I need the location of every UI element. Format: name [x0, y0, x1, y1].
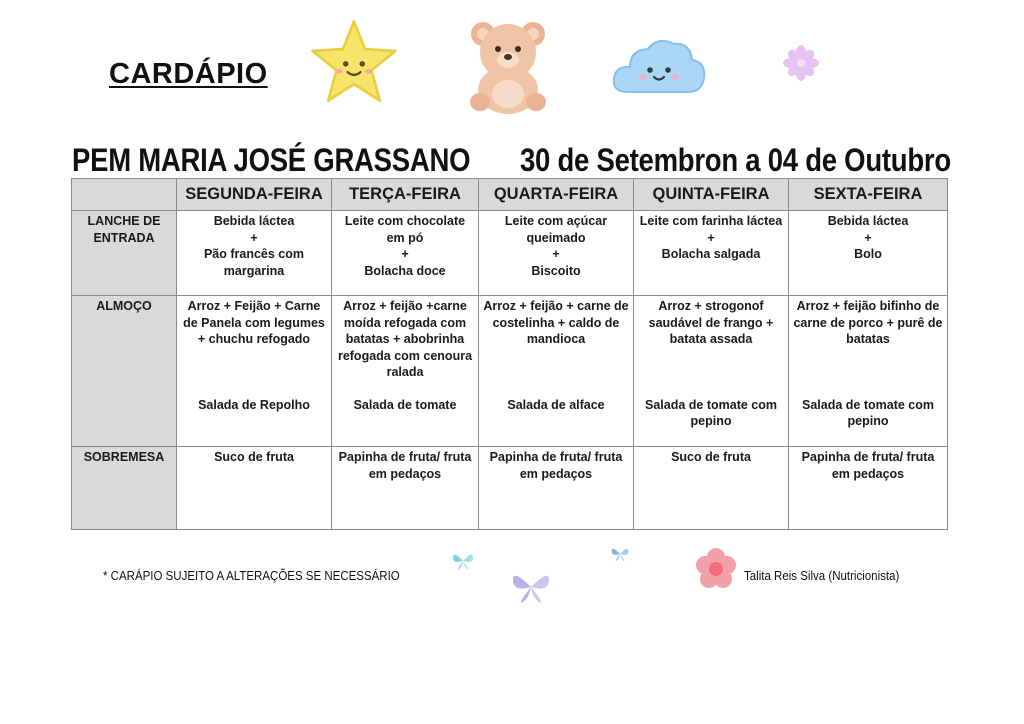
menu-period: 30 de Setembron a 04 de Outubro — [520, 142, 951, 178]
salad-thursday-line2: pepino — [690, 414, 732, 428]
table-row-almoco — [72, 296, 948, 447]
salad-friday-line2: pepino — [847, 414, 889, 428]
almoco-cell-wednesday: Arroz + feijão + carne de costelinha + caldo de mandioca Salada de alface — [479, 296, 634, 447]
almoco-cell-thursday: Arroz + strogonof saudável de frango + batata assada Salada de tomate com pepino — [634, 296, 789, 447]
school-name: PEM MARIA JOSÉ GRASSANO — [72, 142, 471, 178]
page-title: CARDÁPIO — [109, 58, 268, 90]
sobremesa-cell-wednesday: Papinha de fruta/ fruta em pedaços — [479, 447, 634, 530]
salad-thursday-line1: Salada de tomate com — [645, 397, 777, 412]
almoco-cell-friday: Arroz + feijão bifinho de carne de porco + purê de batatas Salada de tomate com pepino — [789, 296, 948, 447]
lanche-cell-monday: Bebida láctea + Pão francês com margarina — [177, 211, 332, 296]
table-corner-cell — [72, 179, 177, 211]
almoco-cell-monday: Arroz + Feijão + Carne de Panela com legumes + chuchu refogado Salada de Repolho — [177, 296, 332, 447]
flower-icon — [783, 45, 819, 81]
salad-tuesday: Salada de tomate — [353, 397, 457, 412]
lanche-cell-thursday: Leite com farinha láctea + Bolacha salgada — [634, 211, 789, 296]
day-header-friday: SEXTA-FEIRA — [789, 179, 948, 211]
salad-monday: Salada de Repolho — [198, 397, 310, 412]
nutritionist-signature: Talita Reis Silva (Nutricionista) — [744, 569, 900, 583]
lanche-cell-wednesday: Leite com açúcar queimado + Biscoito — [479, 211, 634, 296]
teddy-bear-icon — [458, 14, 558, 116]
sobremesa-cell-friday: Papinha de fruta/ fruta em pedaços — [789, 447, 948, 530]
sobremesa-cell-thursday: Suco de fruta — [634, 447, 789, 530]
table-header-row — [72, 179, 948, 211]
row-label-sobremesa: SOBREMESA — [72, 447, 177, 530]
salad-friday-line1: Salada de tomate com — [802, 397, 934, 412]
butterfly-icon — [609, 544, 631, 564]
day-header-monday: SEGUNDA-FEIRA — [177, 179, 332, 211]
table-row-lanche — [72, 211, 948, 296]
butterfly-icon — [508, 566, 554, 608]
menu-table — [71, 178, 948, 530]
flower-icon — [694, 547, 738, 591]
row-label-almoco: ALMOÇO — [72, 296, 177, 447]
sobremesa-cell-tuesday: Papinha de fruta/ fruta em pedaços — [332, 447, 479, 530]
almoco-cell-tuesday: Arroz + feijão +carne moída refogada com batatas + abobrinha refogada com cenoura ralada Salada de tomate — [332, 296, 479, 447]
day-header-thursday: QUINTA-FEIRA — [634, 179, 789, 211]
lanche-cell-friday: Bebida láctea + Bolo — [789, 211, 948, 296]
salad-wednesday: Salada de alface — [507, 397, 605, 412]
lanche-cell-tuesday: Leite com chocolate em pó + Bolacha doce — [332, 211, 479, 296]
butterfly-icon — [450, 548, 476, 574]
row-label-lanche: LANCHE DE ENTRADA — [72, 211, 177, 296]
menu-disclaimer: * CARÁPIO SUJEITO A ALTERAÇÕES SE NECESSÁRIO — [103, 569, 400, 583]
sobremesa-cell-monday: Suco de fruta — [177, 447, 332, 530]
day-header-wednesday: QUARTA-FEIRA — [479, 179, 634, 211]
table-row-sobremesa — [72, 447, 948, 530]
day-header-tuesday: TERÇA-FEIRA — [332, 179, 479, 211]
star-icon — [308, 16, 400, 108]
cloud-icon — [610, 32, 708, 102]
